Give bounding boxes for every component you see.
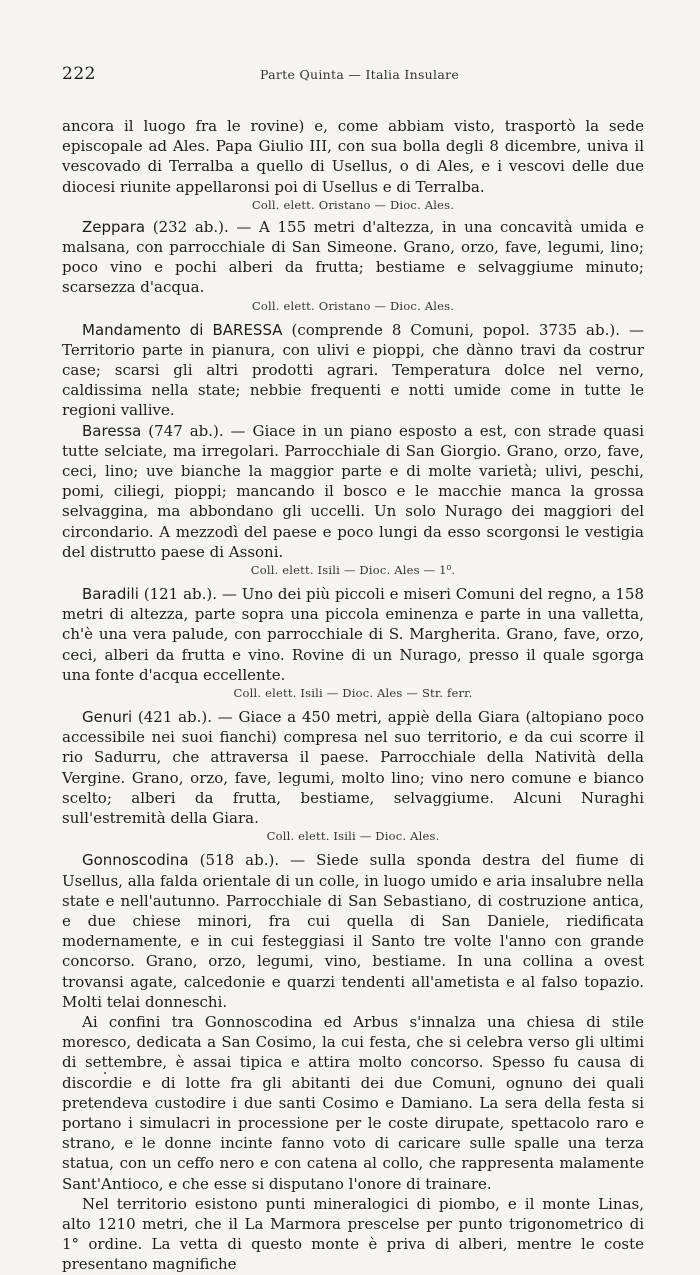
entry-title: Mandamento di BARESSA (82, 320, 283, 339)
entry-title: Gonnoscodina (82, 851, 189, 870)
entry-baressa: Baressa (747 ab.). — Giace in un piano esposto a est, con strade quasi tutte selciate, ma irregolari. Parrocchiale di San Giorgio. Grano, orzo, fave, ceci, lino; uve bianche la maggior parte e di molte varietà; ulivi, peschi, pomi, ciliegi, pioppi; mancando il bosco e le macchie manca la grossa selvaggina, ma abbondano gli uccelli. Un solo Nurago dei maggiori del circondario. A mezzodì del paese e poco lungi da esso scorgonsi le vestigia del distrutto paese di Assoni. (62, 421, 644, 561)
entry-mandamento-baressa: Mandamento di BARESSA (comprende 8 Comuni, popol. 3735 ab.). — Territorio parte in pianura, con ulivi e pioppi, che dànno travi da costrur case; scarsi gli altri prodotti agrari. Temperatura dolce nel verno, caldissima nella state; nebbie frequenti e notti umide come in tutte le regioni vallive. (62, 320, 644, 420)
page-number: 222 (62, 64, 96, 84)
electoral-note: Coll. elett. Oristano — Dioc. Ales. (251, 197, 455, 212)
entry-gonnoscodina: Gonnoscodina (518 ab.). — Siede sulla sponda destra del fiume di Usellus, alla falda orientale di un colle, in luogo umido e aria insalubre nella state e nell'autunno. Parrocchiale di San Sebastiano, di costruzione antica, e due chiese minori, fra cui quella di San Daniele, riedificata modernamente, e in cui festeggiasi il Santo tre volte l'anno con grande concorso. Grano, orzo, legumi, vino, bestiame. In una collina a ovest trovansi agate, calcedonie e quarzi tendenti all'ametista e al falso topazio. Molti telai donneschi. (62, 851, 644, 1011)
electoral-note: Coll. elett. Oristano — Dioc. Ales. (251, 298, 455, 313)
paragraph-san-cosimo: Ai confini tra Gonnoscodina ed Arbus s'innalza una chiesa di stile moresco, dedicata a San Cosimo, la cui festa, che si celebra verso gli ultimi di settembre, è assai tipica e attira molto concorso. Spesso fu causa di discordie e di lotte fra gli abitanti dei due Comuni, ognuno dei quali pretendeva custodire i due santi Cosimo e Damiano. La sera della festa si portano i simulacri in processione per le coste dirupate, spettacolo raro e strano, e le donne incinte fanno voto di caricare sulle spalle una terza statua, con un ceffo nero e con catena al collo, che rappresenta malamente Sant'Antioco, e che esse si disputano l'onore di trainare. (62, 1012, 644, 1193)
electoral-note: Coll. elett. Isili — Dioc. Ales — Str. ferr. (233, 686, 473, 701)
paragraph-monte-linas: Nel territorio esistono punti mineralogici di piombo, e il monte Linas, alto 1210 metri, che il La Marmora prescelse per punto trigonometrico di 1° ordine. La vetta di questo monte è priva di alberi, mentre le coste presentano magnifiche (62, 1194, 644, 1274)
entry-title: Baradili (82, 585, 139, 604)
entry-genuri: Genuri (421 ab.). — Giace a 450 metri, appiè della Giara (altopiano poco accessibile nei suoi fianchi) compresa nel suo territorio, e da cui scorre il rio Sadurru, che attraversa il paese. Parrocchiale della Natività della Vergine. Grano, orzo, fave, legumi, molto lino; vino nero comune e bianco scelto; alberi da frutta, bestiame, selvaggiume. Alcuni Nuraghi sull'estremità della Giara. (62, 708, 644, 828)
page-header (62, 64, 638, 84)
entry-baradili: Baradili (121 ab.). — Uno dei più piccoli e miseri Comuni del regno, a 158 metri di altezza, parte sopra una piccola eminenza e parte in una valletta, ch'è una vera palude, con parrocchiale di S. Margherita. Grano, fave, orzo, ceci, alberi da frutta e vino. Rovine di un Nurago, presso il quale sgorga una fonte d'acqua eccellente. (62, 585, 644, 684)
paragraph-ales: ancora il luogo fra le rovine) e, come abbiam visto, trasportò la sede episcopale ad Ales. Papa Giulio III, con sua bolla degli 8 dicembre, univa il vescovado di Terralba a quello di Usellus, o di Ales, e i vescovi delle due diocesi riunite appellaronsi poi di Usellus e di Terralba. (62, 117, 644, 196)
electoral-note: Coll. elett. Isili — Dioc. Ales — 1⁰. (250, 563, 456, 578)
print-speck (104, 1072, 106, 1074)
page-body (62, 116, 644, 1275)
electoral-note: Coll. elett. Isili — Dioc. Ales. (266, 829, 440, 844)
entry-title: Zeppara (82, 217, 146, 236)
running-title: Parte Quinta — Italia Insulare (260, 67, 460, 82)
entry-zeppara: Zeppara (232 ab.). — A 155 metri d'altezza, in una concavità umida e malsana, con parrocchiale di San Simeone. Grano, orzo, fave, legumi, lino; poco vino e pochi alberi da frutta; bestiame e selvaggiume minuto; scarsezza d'acqua. (62, 217, 644, 297)
entry-title: Genuri (82, 708, 133, 727)
entry-title: Baressa (82, 421, 142, 440)
